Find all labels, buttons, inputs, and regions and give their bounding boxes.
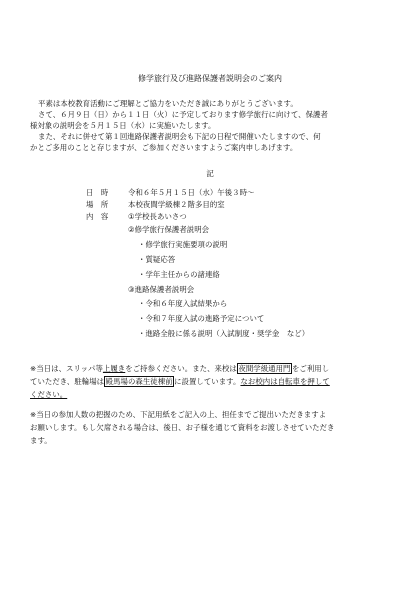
intro-paragraph-2-line-1: さて、６月９日（日）から１１日（火）に予定しております修学旅行に向けて、保護者 (38, 110, 328, 119)
intro-paragraph-2-line-2: 様対象の説明会を５月１５日（水）に実施いたします。 (30, 121, 216, 130)
place-value: 本校夜間学級棟２階多目的室 (128, 200, 225, 209)
note-text: をご持参ください。また、来校は (125, 364, 237, 373)
ki-heading: 記 (206, 169, 214, 178)
content-subitem: ・学年主任からの諸連絡 (138, 270, 220, 279)
content-item: ①学校長あいさつ (128, 212, 187, 221)
content-subitem: ・修学旅行実施要項の説明 (138, 240, 228, 249)
content-subitem: ・令和６年度入試結果から (138, 299, 228, 308)
boxed-gate-name: 夜間学級通用門 (238, 364, 291, 373)
content-item: ②修学旅行保護者説明会 (128, 225, 210, 234)
note-2-line-1: ※当日の参加人数の把握のため、下記用紙をご記入の上、担任までご提出いただきますよ (30, 410, 327, 419)
note-1-line-2 (30, 377, 330, 387)
content-label: 内 容 (86, 212, 109, 221)
date-label: 日 時 (86, 188, 109, 197)
content-item: ③進路保護者説明会 (128, 285, 195, 294)
note-text: ※当日は、スリッパ等 (30, 364, 103, 373)
intro-paragraph-1: 平素は本校教育活動にご理解とご協力をいただき誠にありがとうございます。 (38, 99, 298, 108)
content-subitem: ・令和７年度入試の進路予定について (138, 314, 265, 323)
note-text: に設置しています。 (174, 377, 241, 386)
note-2-line-3: ます。 (30, 436, 52, 445)
note-underlined-text: 上履き (102, 364, 126, 373)
place-label: 場 所 (86, 200, 109, 209)
note-underlined-text: なお校内は自転車を押して (240, 377, 330, 386)
content-subitem: ・質疑応答 (138, 255, 176, 264)
note-text: ていただき、駐輪場は (30, 377, 105, 386)
date-value: 令和６年５月１５日（水）午後３時～ (128, 188, 255, 197)
note-1-line-1 (30, 364, 329, 374)
content-subitem: ・進路全般に係る説明（入試制度・奨学金 など） (138, 329, 310, 338)
note-1-line-3: ください。 (30, 390, 68, 399)
intro-paragraph-3-line-1: また、それに併せて第１回進路保護者説明会も下記の日程で開催いたしますので、何 (38, 132, 321, 141)
boxed-parking-location: 殿馬場の森生徒棟前 (105, 377, 173, 386)
note-2-line-2: お願いします。もし欠席される場合は、後日、お子様を通じて資料をお渡しさせていただき (30, 423, 335, 432)
note-text: をご利用し (291, 364, 330, 373)
document-title: 修学旅行及び進路保護者説明会のご案内 (138, 74, 282, 83)
intro-paragraph-3-line-2: かとご多用のことと存じますが、ご参加くださいますようご案内申しあげます。 (30, 143, 298, 152)
